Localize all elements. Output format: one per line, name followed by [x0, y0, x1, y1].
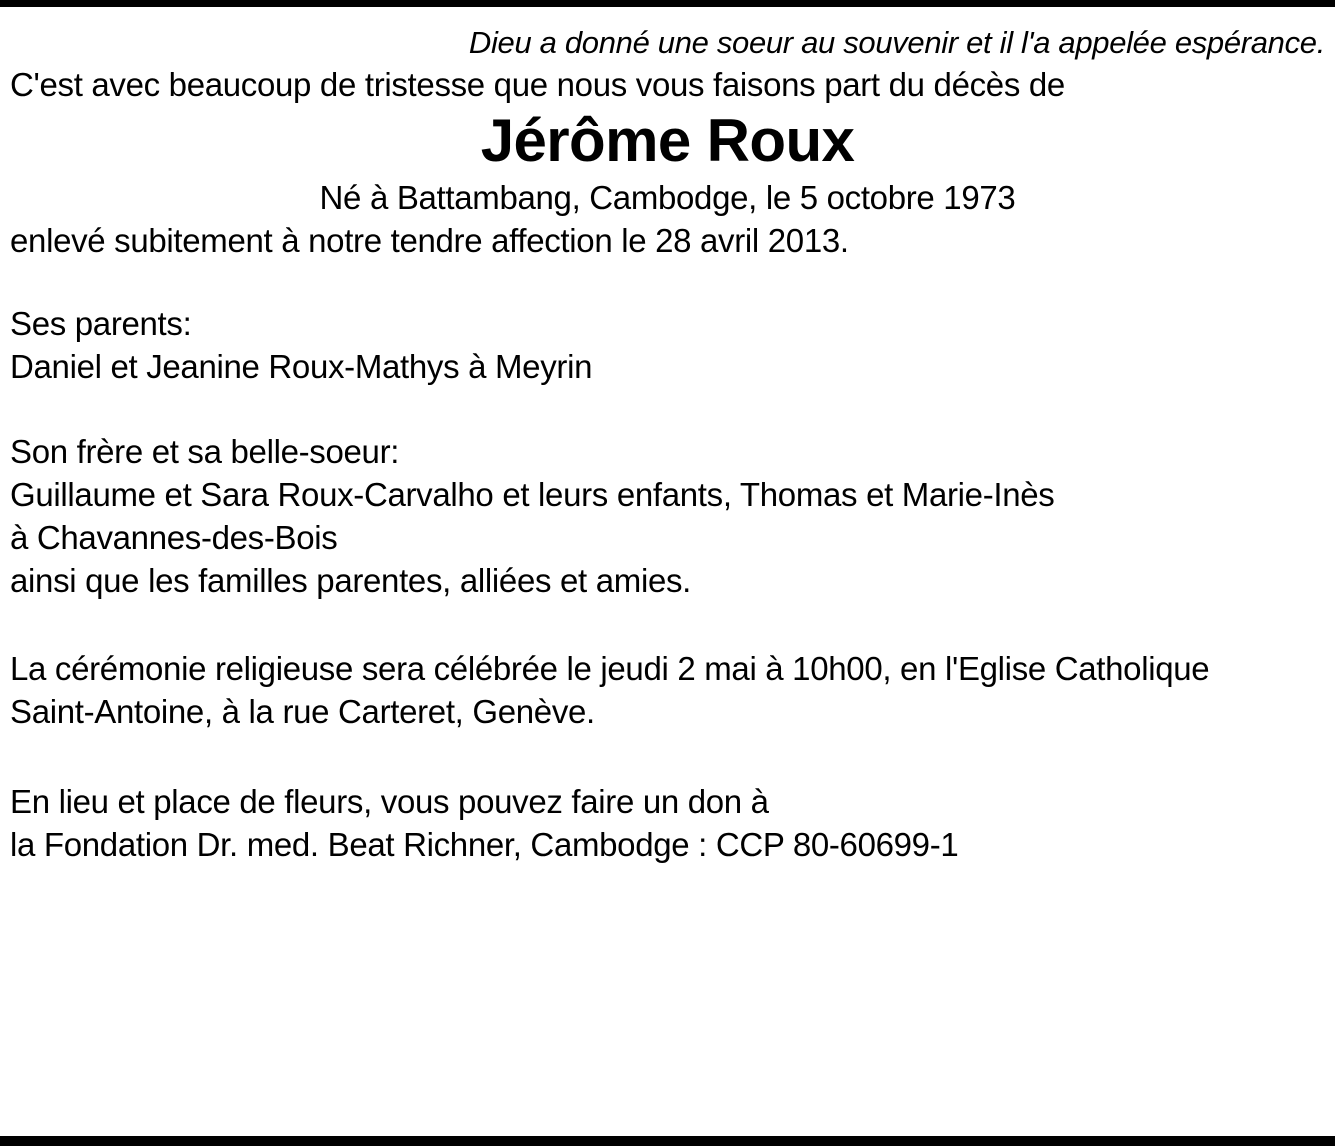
ceremony-line-2: Saint-Antoine, à la rue Carteret, Genève. [10, 693, 595, 730]
death-line: enlevé subitement à notre tendre affection le 28 avril 2013. [10, 222, 849, 259]
donation-line-1: En lieu et place de fleurs, vous pouvez faire un don à [10, 783, 769, 820]
notice-body [0, 63, 1335, 866]
birth-line: Né à Battambang, Cambodge, le 5 octobre 1973 [319, 179, 1016, 216]
parents-names: Daniel et Jeanine Roux-Mathys à Meyrin [10, 348, 593, 385]
donation-section [10, 780, 1325, 866]
epigraph: Dieu a donné une soeur au souvenir et il l'a appelée espérance. [468, 25, 1325, 60]
ceremony-section [10, 647, 1325, 733]
intro-line: C'est avec beaucoup de tristesse que nous vous faisons part du décès de [10, 66, 1065, 103]
donation-line-2: la Fondation Dr. med. Beat Richner, Cambodge : CCP 80-60699-1 [10, 826, 959, 863]
siblings-names: Guillaume et Sara Roux-Carvalho et leurs enfants, Thomas et Marie-Inès [10, 476, 1055, 513]
parents-label: Ses parents: [10, 305, 192, 342]
parents-section [10, 302, 1325, 388]
deceased-name: Jérôme Roux [480, 107, 855, 174]
siblings-label: Son frère et sa belle-soeur: [10, 433, 400, 470]
families-line: ainsi que les familles parentes, alliées et amies. [10, 562, 692, 599]
bottom-rule [0, 1136, 1335, 1146]
top-rule [0, 0, 1335, 7]
siblings-section [10, 430, 1325, 559]
ceremony-line-1: La cérémonie religieuse sera célébrée le jeudi 2 mai à 10h00, en l'Eglise Catholique [10, 650, 1210, 687]
siblings-residence: à Chavannes-des-Bois [10, 519, 338, 556]
